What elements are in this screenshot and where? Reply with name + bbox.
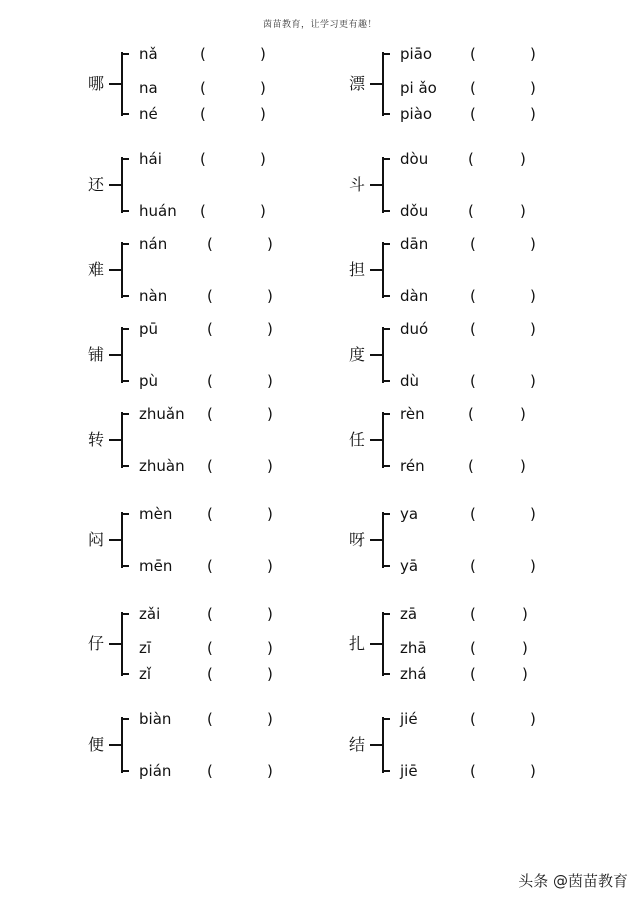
pinyin-reading: mēn (139, 557, 173, 575)
hanzi-char: 闷 (88, 530, 105, 549)
hanzi-char: 仔 (88, 634, 105, 653)
char-group (88, 605, 388, 715)
hanzi-char: 斗 (349, 175, 366, 194)
char-group (88, 45, 388, 155)
brace-tick-icon (382, 718, 390, 720)
answer-blank-close[interactable]: ) (522, 639, 528, 657)
brace-tick-icon (121, 295, 129, 297)
answer-blank-open[interactable]: ( (468, 150, 474, 168)
pinyin-reading: né (139, 105, 158, 123)
answer-blank-open[interactable]: ( (470, 79, 476, 97)
answer-blank-close[interactable]: ) (267, 287, 273, 305)
answer-blank-close[interactable]: ) (267, 605, 273, 623)
pinyin-reading: zhuǎn (139, 405, 185, 423)
answer-blank-open[interactable]: ( (470, 710, 476, 728)
answer-blank-close[interactable]: ) (267, 710, 273, 728)
brace-stem-icon (109, 354, 122, 356)
hanzi-char: 便 (88, 735, 105, 754)
char-group (88, 405, 388, 515)
watermark: 头条 @茵苗教育 (518, 872, 628, 890)
brace-tick-icon (121, 513, 129, 515)
hanzi-char: 结 (349, 735, 366, 754)
pinyin-reading: duó (400, 320, 429, 338)
brace-tick-icon (382, 565, 390, 567)
hanzi-char: 扎 (349, 634, 366, 653)
answer-blank-open[interactable]: ( (207, 287, 213, 305)
answer-blank-open[interactable]: ( (207, 505, 213, 523)
pinyin-reading: dān (400, 235, 429, 253)
answer-blank-close[interactable]: ) (522, 605, 528, 623)
answer-blank-close[interactable]: ) (530, 235, 536, 253)
answer-blank-close[interactable]: ) (522, 665, 528, 683)
hanzi-char: 转 (88, 430, 105, 449)
page-header: 茵苗教育，让学习更有趣！ (262, 20, 377, 30)
pinyin-reading: mèn (139, 505, 173, 523)
char-group (349, 605, 640, 715)
brace-tick-icon (121, 465, 129, 467)
pinyin-reading: pi ǎo (400, 79, 437, 97)
pinyin-reading: hái (139, 150, 162, 168)
pinyin-reading: zā (400, 605, 418, 623)
pinyin-reading: dàn (400, 287, 429, 305)
brace-stem-icon (370, 184, 383, 186)
pinyin-reading: yā (400, 557, 419, 575)
answer-blank-close[interactable]: ) (520, 202, 526, 220)
brace-tick-icon (382, 673, 390, 675)
brace-stem-icon (370, 539, 383, 541)
answer-blank-close[interactable]: ) (260, 150, 266, 168)
hanzi-char: 任 (349, 430, 366, 449)
answer-blank-open[interactable]: ( (470, 762, 476, 780)
answer-blank-close[interactable]: ) (267, 405, 273, 423)
answer-blank-open[interactable]: ( (207, 457, 213, 475)
answer-blank-open[interactable]: ( (470, 287, 476, 305)
pinyin-reading: jié (400, 710, 418, 728)
answer-blank-close[interactable]: ) (267, 320, 273, 338)
pinyin-reading: biàn (139, 710, 172, 728)
answer-blank-open[interactable]: ( (470, 372, 476, 390)
answer-blank-close[interactable]: ) (260, 45, 266, 63)
answer-blank-open[interactable]: ( (207, 557, 213, 575)
answer-blank-close[interactable]: ) (520, 150, 526, 168)
char-group (349, 45, 640, 155)
answer-blank-open[interactable]: ( (200, 202, 206, 220)
answer-blank-close[interactable]: ) (530, 557, 536, 575)
answer-blank-open[interactable]: ( (470, 105, 476, 123)
pinyin-reading: pù (139, 372, 159, 390)
brace-tick-icon (121, 673, 129, 675)
char-group (349, 710, 640, 820)
brace-tick-icon (121, 53, 129, 55)
answer-blank-close[interactable]: ) (267, 372, 273, 390)
answer-blank-open[interactable]: ( (207, 605, 213, 623)
answer-blank-open[interactable]: ( (200, 150, 206, 168)
pinyin-reading: zhá (400, 665, 427, 683)
brace-stem-icon (109, 643, 122, 645)
answer-blank-open[interactable]: ( (470, 665, 476, 683)
brace-tick-icon (121, 243, 129, 245)
char-group (88, 710, 388, 820)
answer-blank-close[interactable]: ) (530, 45, 536, 63)
pinyin-reading: zhā (400, 639, 427, 657)
answer-blank-open[interactable]: ( (470, 235, 476, 253)
pinyin-reading: huán (139, 202, 177, 220)
pinyin-reading: nán (139, 235, 168, 253)
answer-blank-close[interactable]: ) (260, 105, 266, 123)
pinyin-reading: zǎi (139, 605, 161, 623)
answer-blank-close[interactable]: ) (530, 105, 536, 123)
answer-blank-close[interactable]: ) (530, 372, 536, 390)
answer-blank-open[interactable]: ( (470, 320, 476, 338)
answer-blank-open[interactable]: ( (207, 235, 213, 253)
answer-blank-close[interactable]: ) (530, 762, 536, 780)
pinyin-reading: jiē (400, 762, 418, 780)
answer-blank-close[interactable]: ) (260, 79, 266, 97)
answer-blank-open[interactable]: ( (207, 665, 213, 683)
pinyin-reading: dǒu (400, 202, 429, 220)
pinyin-reading: piāo (400, 45, 433, 63)
hanzi-char: 担 (349, 260, 366, 279)
brace-tick-icon (382, 465, 390, 467)
answer-blank-open[interactable]: ( (470, 505, 476, 523)
pinyin-reading: rén (400, 457, 425, 475)
answer-blank-open[interactable]: ( (200, 79, 206, 97)
brace-stem-icon (109, 744, 122, 746)
answer-blank-open[interactable]: ( (207, 405, 213, 423)
pinyin-reading: piào (400, 105, 433, 123)
pinyin-reading: rèn (400, 405, 425, 423)
char-group (349, 405, 640, 515)
hanzi-char: 还 (88, 175, 105, 194)
brace-tick-icon (382, 113, 390, 115)
answer-blank-close[interactable]: ) (267, 235, 273, 253)
pinyin-reading: pián (139, 762, 172, 780)
answer-blank-close[interactable]: ) (530, 710, 536, 728)
brace-tick-icon (121, 613, 129, 615)
answer-blank-close[interactable]: ) (520, 457, 526, 475)
brace-stem-icon (370, 354, 383, 356)
pinyin-reading: dù (400, 372, 420, 390)
brace-tick-icon (382, 210, 390, 212)
answer-blank-close[interactable]: ) (530, 505, 536, 523)
brace-tick-icon (382, 243, 390, 245)
brace-tick-icon (121, 158, 129, 160)
answer-blank-open[interactable]: ( (200, 45, 206, 63)
brace-stem-icon (370, 83, 383, 85)
answer-blank-open[interactable]: ( (207, 320, 213, 338)
brace-tick-icon (382, 513, 390, 515)
brace-tick-icon (121, 565, 129, 567)
pinyin-reading: pū (139, 320, 159, 338)
brace-tick-icon (382, 295, 390, 297)
answer-blank-open[interactable]: ( (470, 557, 476, 575)
answer-blank-open[interactable]: ( (468, 202, 474, 220)
answer-blank-open[interactable]: ( (470, 639, 476, 657)
hanzi-char: 呀 (349, 530, 366, 549)
answer-blank-open[interactable]: ( (207, 639, 213, 657)
brace-stem-icon (370, 269, 383, 271)
answer-blank-close[interactable]: ) (267, 639, 273, 657)
pinyin-reading: zǐ (139, 665, 152, 683)
answer-blank-close[interactable]: ) (267, 762, 273, 780)
brace-stem-icon (109, 184, 122, 186)
hanzi-char: 哪 (88, 74, 105, 93)
answer-blank-open[interactable]: ( (207, 372, 213, 390)
answer-blank-close[interactable]: ) (267, 505, 273, 523)
pinyin-reading: zī (139, 639, 152, 657)
answer-blank-close[interactable]: ) (530, 320, 536, 338)
brace-tick-icon (382, 158, 390, 160)
hanzi-char: 铺 (88, 345, 105, 364)
brace-tick-icon (121, 770, 129, 772)
brace-stem-icon (109, 269, 122, 271)
pinyin-reading: zhuàn (139, 457, 185, 475)
answer-blank-close[interactable]: ) (520, 405, 526, 423)
brace-stem-icon (109, 539, 122, 541)
hanzi-char: 难 (88, 260, 105, 279)
answer-blank-open[interactable]: ( (470, 45, 476, 63)
answer-blank-close[interactable]: ) (260, 202, 266, 220)
pinyin-reading: nǎ (139, 45, 158, 63)
char-group (88, 505, 388, 615)
brace-stem-icon (370, 744, 383, 746)
brace-tick-icon (382, 770, 390, 772)
answer-blank-open[interactable]: ( (200, 105, 206, 123)
answer-blank-close[interactable]: ) (530, 287, 536, 305)
brace-stem-icon (109, 83, 122, 85)
answer-blank-close[interactable]: ) (267, 457, 273, 475)
brace-tick-icon (382, 413, 390, 415)
answer-blank-open[interactable]: ( (470, 605, 476, 623)
answer-blank-close[interactable]: ) (267, 557, 273, 575)
answer-blank-open[interactable]: ( (468, 457, 474, 475)
char-group (349, 505, 640, 615)
brace-tick-icon (121, 380, 129, 382)
answer-blank-open[interactable]: ( (207, 762, 213, 780)
hanzi-char: 漂 (349, 74, 366, 93)
pinyin-reading: nàn (139, 287, 168, 305)
hanzi-char: 度 (349, 345, 366, 364)
brace-tick-icon (382, 53, 390, 55)
brace-tick-icon (121, 413, 129, 415)
answer-blank-open[interactable]: ( (207, 710, 213, 728)
pinyin-reading: ya (400, 505, 419, 523)
brace-stem-icon (370, 643, 383, 645)
brace-tick-icon (382, 328, 390, 330)
answer-blank-close[interactable]: ) (267, 665, 273, 683)
brace-tick-icon (121, 113, 129, 115)
answer-blank-open[interactable]: ( (468, 405, 474, 423)
brace-tick-icon (121, 718, 129, 720)
brace-tick-icon (121, 328, 129, 330)
brace-tick-icon (382, 613, 390, 615)
brace-stem-icon (370, 439, 383, 441)
pinyin-reading: na (139, 79, 158, 97)
brace-tick-icon (121, 210, 129, 212)
pinyin-reading: dòu (400, 150, 429, 168)
brace-stem-icon (109, 439, 122, 441)
brace-tick-icon (382, 380, 390, 382)
answer-blank-close[interactable]: ) (530, 79, 536, 97)
